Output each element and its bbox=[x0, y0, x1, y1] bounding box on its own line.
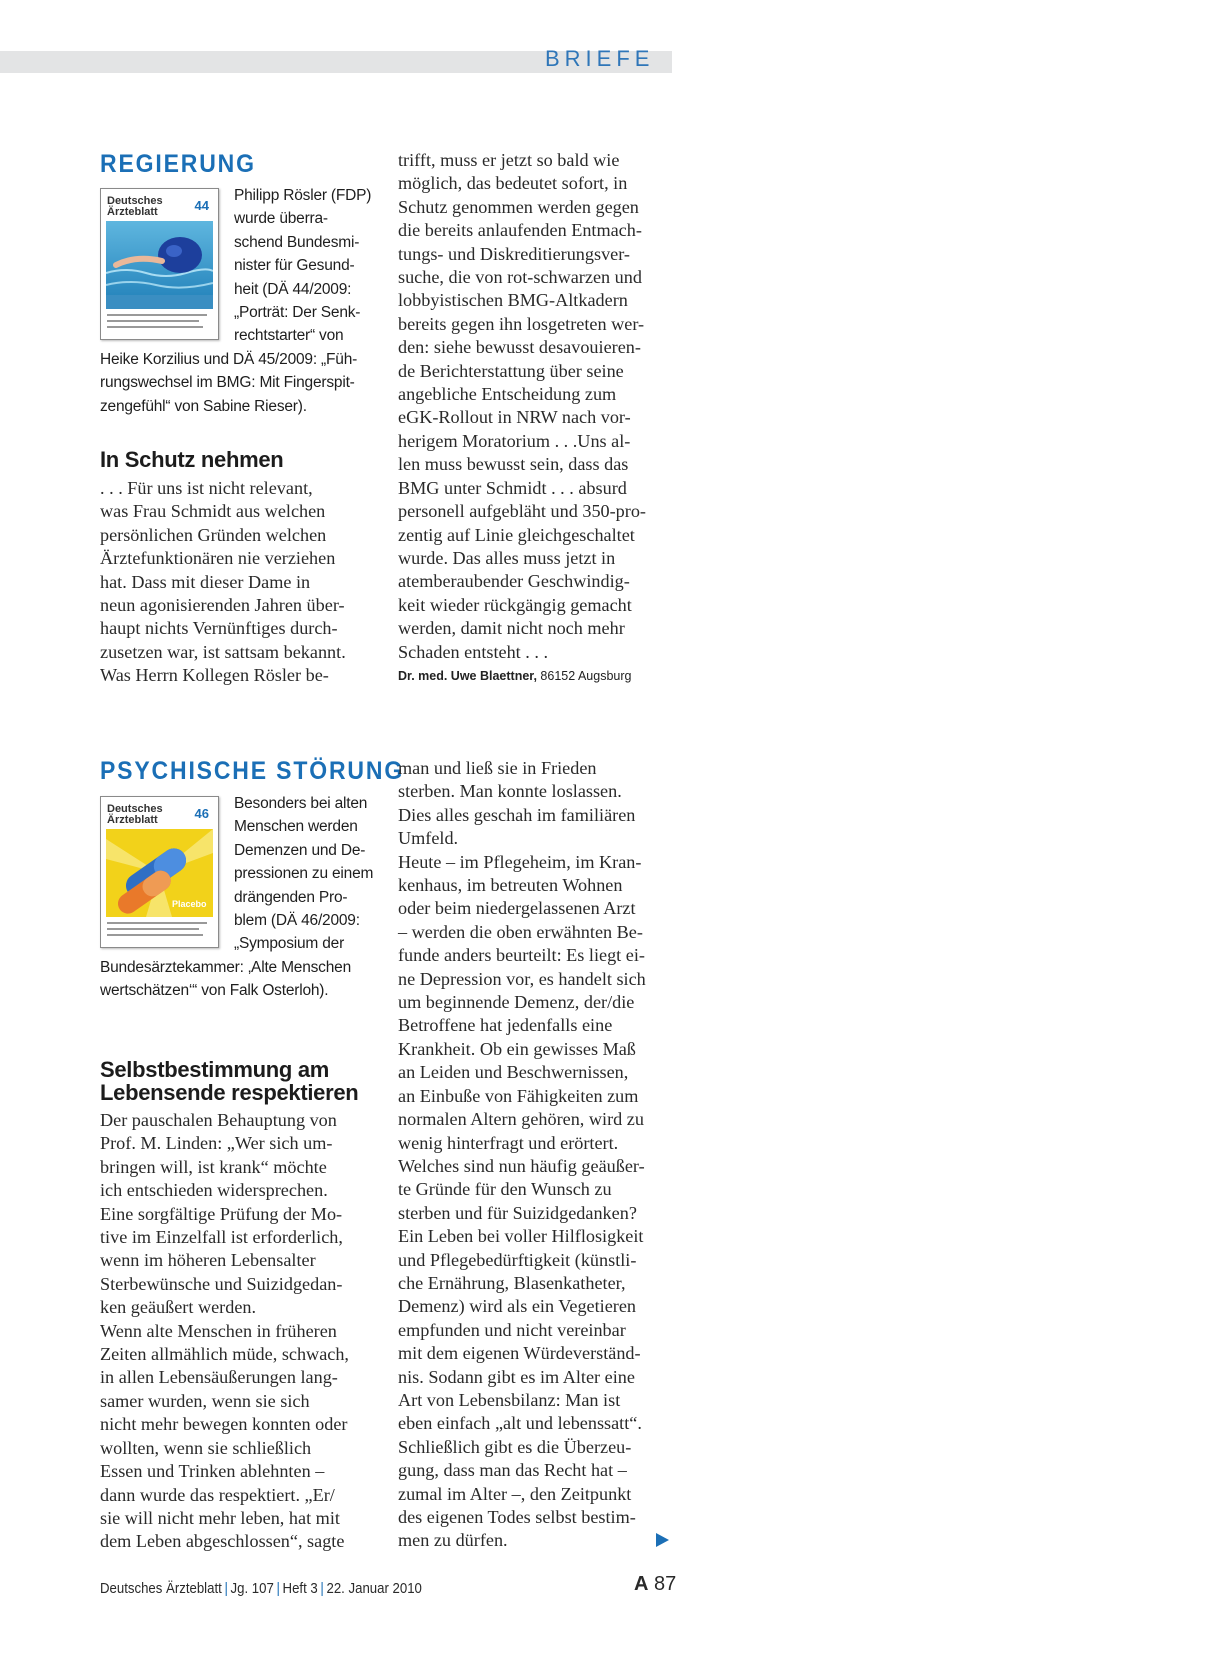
page-number: A 87 bbox=[634, 1573, 677, 1595]
letter-body-left: . . . Für uns ist nicht relevant, was Frau Schmidt aus welchen persönlichen Gründen welchen Ärztefunktionären nie verziehen hat. Dass mit dieser Dame in neun agonisierenden Jahren über- haupt nichts Vernünftiges durch- zusetzen war, ist sattsam bekannt. Was Herrn Kollegen Rösler be- bbox=[100, 478, 346, 686]
cover-masthead: Deutsches Ärzteblatt bbox=[107, 803, 163, 826]
letter-intro: Besonders bei alten Menschen werden Demenzen und De- pressionen zu einem drängenden Pro- blem (DÄ 46/2009: „Symposium der Bundesärztekammer: ‚Alte Menschen wertschätzen‘“ von Falk Osterloh). bbox=[100, 795, 374, 1000]
cover-masthead: Deutsches Ärzteblatt bbox=[107, 195, 163, 218]
cover-issue-number: 44 bbox=[194, 198, 209, 213]
cover-caption: Placebo bbox=[172, 899, 207, 909]
rubric-regierung: REGIERUNG bbox=[100, 150, 256, 178]
footer-volume: Jg. 107 bbox=[230, 1580, 274, 1597]
footer-date: 22. Januar 2010 bbox=[326, 1580, 422, 1597]
continue-arrow-icon bbox=[656, 1533, 669, 1547]
letter-headline: Selbstbestimmung am Lebensende respektieren bbox=[100, 1057, 359, 1105]
page-footer: Deutsches Ärzteblatt | Jg. 107 | Heft 3 | 22. Januar 2010 bbox=[100, 1580, 422, 1597]
section-label: BRIEFE bbox=[545, 46, 655, 71]
letter-signature: Dr. med. Uwe Blaettner, 86152 Augsburg bbox=[398, 669, 632, 683]
letter-body-right: man und ließ sie in Frieden sterben. Man konnte loslassen. Dies alles geschah im familiären Umfeld. Heute – im Pflegeheim, im Kran- kenhaus, im betreuten Wohnen oder beim niedergelassenen Arzt – werden die oben erwähnten Be- funde anders beurteilt: Es liegt ei- ne Depression vor, es handelt sich um beginnende Demenz, der/die Betroffene hat jedenfalls eine Krankheit. Ob ein gewisses Maß an Leiden und Beschwernissen, an Einbuße von Fähigkeiten zum normalen Altern gehören, wird zu wenig hinterfragt und erörtert. Welches sind nun häufig geäußer- te Gründe für den Wunsch zu sterben und für Suizidgedanken? Ein Leben bei voller Hilflosigkeit und Pflegebedürftigkeit (künstli- che Ernährung, Blasenkatheter, Demenz) wird als ein Vegetieren empfunden und nicht vereinbar mit dem eigenen Würdeverständ- nis. Sodann gibt es im Alter eine Art von Lebensbilanz: Man ist eben einfach „alt und lebenssatt“. Schließlich gibt es die Überzeu- gung, dass man das Recht hat – zumal im Alter –, den Zeitpunkt des eigenen Todes selbst bestim- men zu dürfen. bbox=[398, 758, 646, 1551]
letter-body-right: trifft, muss er jetzt so bald wie möglich, das bedeutet sofort, in Schutz genommen werden gegen die bereits anlaufenden Entmach- tungs- und Diskreditierungsver- suche, die von rot-schwarzen und lobbyistischen BMG-Altkadern bereits gegen ihn losgetreten wer- den: siehe bewusst desavouieren- de Berichterstattung über seine angebliche Entscheidung zum eGK-Rollout in NRW nach vor- herigem Moratorium . . .Uns al- len muss bewusst sein, dass das BMG unter Schmidt . . . absurd personell aufgebläht und 350-pro- zentig auf Linie gleichgeschaltet wurde. Das alles muss jetzt in atemberaubender Geschwindig- keit wieder rückgängig gemacht werden, damit nicht noch mehr Schaden entsteht . . . bbox=[398, 150, 646, 662]
footer-issue: Heft 3 bbox=[282, 1580, 318, 1597]
rubric-psychische-stoerung: PSYCHISCHE STÖRUNG bbox=[100, 757, 405, 785]
footer-journal: Deutsches Ärzteblatt bbox=[100, 1580, 222, 1597]
letter-intro: Philipp Rösler (FDP) wurde überra- schend Bundesmi- nister für Gesund- heit (DÄ 44/2009: „Porträt: Der Senk- rechtstarter“ von Heike Korzilius und DÄ 45/2009: „Füh- rungswechsel im BMG: Mit Fingerspit- zengefühl“ von Sabine Rieser). bbox=[100, 187, 372, 415]
letter-headline: In Schutz nehmen bbox=[100, 447, 284, 472]
cover-issue-number: 46 bbox=[194, 806, 209, 821]
letter-body-left: Der pauschalen Behauptung von Prof. M. Linden: „Wer sich um- bringen will, ist krank“ möchte ich entschieden widersprechen. Eine sorgfältige Prüfung der Mo- tive im Einzelfall ist erforderlich, wenn im höheren Lebensalter Sterbewünsche und Suizidgedan- ken geäußert werden. Wenn alte Menschen in früheren Zeiten allmählich müde, schwach, in allen Lebensäußerungen lang- samer wurden, wenn sie sich nicht mehr bewegen konnten oder wollten, wenn sie schließlich Essen und Trinken ablehnten – dann wurde das respektiert. „Er/ sie will nicht mehr leben, hat mit dem Leben abgeschlossen“, sagte bbox=[100, 1110, 349, 1552]
